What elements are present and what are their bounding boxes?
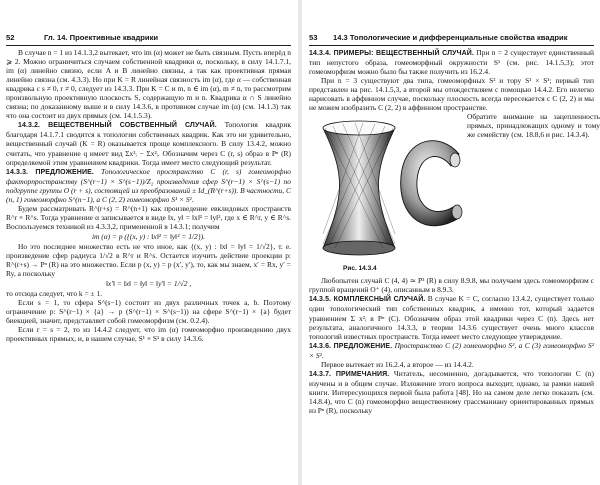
paragraph: то отсюда следует, что k = ± 1. (6, 289, 103, 299)
paragraph: Любопытен случай C (4, 4) ≃ P³ (R) в силу 8.9.8, мы получаем здесь гомеоморфизм с группой вращений O⁺ (4), описанным в 8.9.3. (309, 276, 594, 295)
paragraph: Но это последнее множество есть не что иное, как {(x, y) : ‖x‖ = ‖y‖ = 1/√2}, т. е. произведение сфер радиуса 1/√2 в R^r и R^s. Остается изучить действие проекции p: R^(r+s) → Pⁿ (R) на это множество. Если p (x, y) = p (x′, y′), то, как мы знаем, x′ = Rx, y′ = Ry, а поскольку (6, 241, 291, 279)
right-running-title: 14.3 Топологические и дифференциальные свойства квадрик (333, 33, 568, 42)
section-text: Пространство C (2) гомеоморфно S², а C (3) гомеоморфно S² × S². (309, 340, 594, 360)
right-header-rule (309, 45, 594, 46)
paragraph: В случае n = 1 из 14.1.3,2 вытекает, что im (α) может не быть связным. Пусть вперёд n ⩾ 2. Можно ограничиться случаем собственной квадрики α, поскольку, в силу 14.1.7.1, im (α) линейно связно, если A и B линейно связны, а так как проективная прямая линейно связна (см. 4.3.3). Но при K = R линейная связность im (α), где α — собственная квадрика с s ≠ 0, r ≠ 0, следует из 14.3.3. При K = C и m, n ∈ im (α), m ≠ n, то рассмотрим произвольную проективную плоскость S, содержащую m и n. Квадрика α ∩ S линейно связна; по доказанному выше и в силу 14.3.6, в противном случае im (α) (см. 14.1.3) так что она состоит из двух прямых (см. 14.1.5.3). (6, 48, 291, 121)
section-heading: 14.3.2. ВЕЩЕСТВЕННЫЙ СОБСТВЕННЫЙ СЛУЧАЙ. (18, 122, 217, 130)
section-text: Топологическое пространство C (r, s) гомеоморфно факторпространству (S^(r−1) × S^(s−1))/Z₂ произведения сфер S^(r−1) × S^(s−1) по подгруппе группы O (r + s), состоящей из преобразований ± Id_(R^(r+s)). В частности, C (n, 1) гомеоморфно S^(n−1), а C (2, 2) гомеоморфно S¹ × S¹. (6, 166, 292, 204)
torus-shape (401, 141, 462, 226)
section-14-3-5 (309, 294, 594, 340)
right-page-number: 53 (309, 33, 318, 42)
left-page-number: 52 (6, 33, 15, 42)
section-heading: 14.3.7. ПРИМЕЧАНИЯ. (309, 370, 390, 378)
section-text: Топология квадрик благодаря 14.1.7.1 сводится к топологии собственных квадрик. Как это ни удивительно, вещественный случай (K = R) оказывается проще комплексного. В силу 13.4.2, можно считать, что уравнение q имеет вид Σx²ᵢ − Σx²ᵢ. Обозначим через C (r, s) образ в Pⁿ (R) определяемой этим уравнением квадрики. Тогда имеет место следующий результат. (6, 120, 291, 167)
right-page-body (309, 48, 600, 485)
hyperboloid-shape (323, 121, 395, 255)
equation: im (α) = p ({(x, y) : ‖x‖² = ‖y‖² = 1/2}). (91, 231, 206, 241)
section-text: При n = 2 существует единственный тип непустого образа, гомеоморфный окружности S¹ (см. рис. 14.1.5,3); этот гомеоморфизм можно было бы также получить из 16.2.4. (309, 48, 594, 77)
left-page-body (6, 48, 291, 485)
paragraph: Если r = s = 2, то из 14.4.2 следует, что im (α) гомеоморфно произведению двух проективных прямых, и, в нашем случае, S¹ × S¹ в силу 14.3.6. (6, 325, 291, 344)
right-running-header (309, 33, 594, 45)
hyperboloid-torus-figure (309, 114, 464, 264)
section-text: В случае K = C, согласно 13.4.2, существует только один топологический тип собственных квадрик, а именно тот, который задается уравнением Σ x²ᵢ в Pⁿ (C). Обозначим образ этой квадрики через C (n). Здесь нет результата, аналогичного 14.3.3, в теории 14.3.6 существует очень много классов топологий известных пространств. Тогда имеет место следующее утверждение. (309, 294, 594, 341)
equation: ‖x′‖ = ‖x‖ = ‖y‖ = ‖y′‖ = 1/√2 , (105, 279, 192, 289)
paragraph: Первое вытекает из 16.2.4, а второе — из 14.4.2. (321, 359, 474, 369)
section-heading: 14.3.4. ПРИМЕРЫ: ВЕЩЕСТВЕННЫЙ СЛУЧАЙ. (309, 50, 474, 57)
left-header-rule (6, 45, 291, 46)
section-heading: 14.3.3. ПРЕДЛОЖЕНИЕ. (6, 168, 94, 176)
section-14-3-2 (6, 120, 291, 166)
paragraph: Будем рассматривать R^(r+s) = R^(n+1) как произведение евклидовых пространств R^r × R^s. Тогда уравнение α записывается в виде ‖x, y‖ = ‖x‖² = ‖y‖², где x ∈ R^r, y ∈ R^s. Воспользуемся техникой из 4.3.3,2, примененной в 14.3.1; получим (6, 203, 291, 231)
section-heading: 14.3.6. ПРЕДЛОЖЕНИЕ. (309, 342, 393, 350)
figure-side-text: Обратите внимание на зацепленность прямых, принадлежащих одному и тому же семейству (см. 18.8,6 и рис. 14.3.4). (467, 112, 600, 140)
left-running-title: Гл. 14. Проективные квадрики (44, 33, 159, 42)
paragraph: Если s = 1, то сфера S^(s−1) состоит из двух различных точек a, b. Поэтому ограничение p: S^(r−1) × {a} → p (S^(r−1) × S^(s−1)) на сфере S^(r−1) × {a} будет биекцией, значит, представляет собой гомеоморфизм (см. 0.2.4). (6, 298, 291, 326)
right-page (303, 0, 600, 485)
figure-block (309, 112, 600, 276)
figure-caption: Рис. 14.3.4 (343, 265, 377, 273)
section-14-3-4 (309, 48, 594, 76)
paragraph: При n = 3 существуют два типа, гомеоморфных S² и тору S¹ × S¹; первый тип представлен на рис. 14.1.5,3, а второй мы отождествляем с помощью 14.4.2. Его нелегко нарисовать в аффинном случае, поскольку плоскость всегда пересекается с C (2, 2) и мы не можем изобразить C (2, 2) в аффинном пространстве. (309, 76, 594, 113)
section-14-3-6 (309, 341, 594, 360)
page-gutter (298, 0, 302, 485)
section-14-3-3 (6, 167, 291, 204)
section-heading: 14.3.5. КОМПЛЕКСНЫЙ СЛУЧАЙ. (309, 296, 426, 304)
left-running-header (6, 33, 291, 45)
section-14-3-7 (309, 369, 594, 415)
section-text: Читатель, несомненно, догадывается, что топологии C (n) изучены и в общем случае. Изложение этого вопроса выходит, однако, за рамки нашей книги. Интересующихся первой была работа [48]. Но на самом деле легко показать (см. 14.8.4), что C (n) гомеоморфно вещественному грассманиану ориентированных прямых из Pⁿ (R), поскольку (309, 368, 594, 415)
left-page (0, 0, 297, 485)
